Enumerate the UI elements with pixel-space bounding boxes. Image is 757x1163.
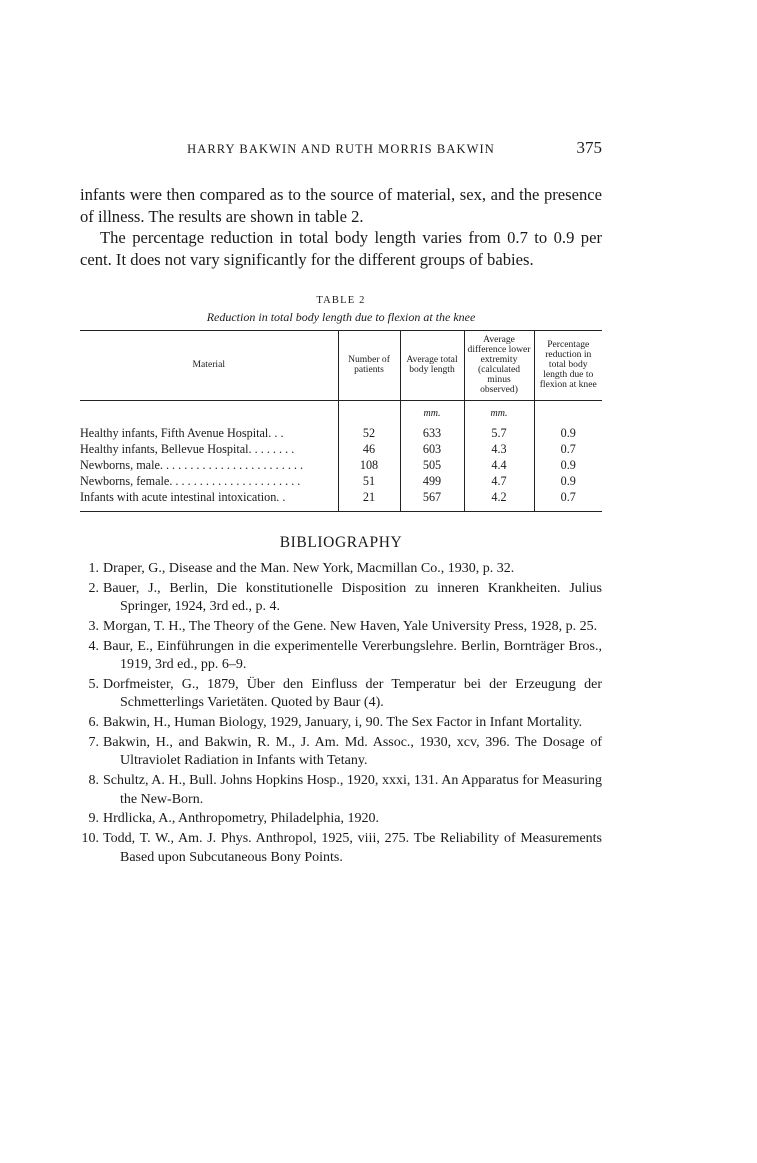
header-number-of-patients: Number of patients <box>338 331 400 401</box>
cell-difference: 4.4 <box>464 457 534 473</box>
entry-number: 9. <box>88 811 99 827</box>
running-head <box>80 138 602 160</box>
entry-number: 2. <box>88 580 99 596</box>
cell-material: Newborns, female. . . . . . . . . . . . . . . . . . . . . . <box>80 474 301 488</box>
unit-cell: mm. <box>464 401 534 426</box>
cell-length: 603 <box>400 441 464 457</box>
cell-material: Healthy infants, Bellevue Hospital. . . . . . . . <box>80 442 295 456</box>
header-average-difference: Average difference lower extremity (calculated minus observed) <box>464 331 534 401</box>
table-header-row <box>80 331 602 401</box>
bibliography-entry <box>80 714 602 732</box>
entry-text: Schultz, A. H., Bull. Johns Hopkins Hosp., 1920, xxxi, 131. An Apparatus for Measuring the New-Born. <box>103 773 602 807</box>
cell-difference: 4.2 <box>464 489 534 512</box>
bibliography-entry <box>80 830 602 867</box>
entry-number: 1. <box>88 561 99 576</box>
cell-reduction: 0.7 <box>534 489 602 512</box>
table-row <box>80 425 602 441</box>
table-row <box>80 457 602 473</box>
entry-number: 4. <box>88 638 99 654</box>
header-average-total-body-length: Average total body length <box>400 331 464 401</box>
table-label: TABLE 2 <box>316 295 366 306</box>
table-units-row <box>80 401 602 426</box>
page <box>80 138 602 868</box>
entry-number: 3. <box>88 619 99 634</box>
cell-length: 505 <box>400 457 464 473</box>
entry-text: Bauer, J., Berlin, Die konstitutionelle Disposition zu inneren Krankheiten. Julius Springer, 1924, 3rd ed., p. 4. <box>103 580 602 615</box>
cell-patients: 108 <box>338 457 400 473</box>
cell-patients: 46 <box>338 441 400 457</box>
entry-number: 6. <box>88 715 99 731</box>
entry-text: Hrdlicka, A., Anthropometry, Philadelphia, 1920. <box>103 811 379 827</box>
cell-length: 567 <box>400 489 464 512</box>
bibliography-entry <box>80 810 602 828</box>
cell-length: 633 <box>400 425 464 441</box>
cell-material: Infants with acute intestinal intoxication. . <box>80 489 338 512</box>
entry-text: Dorfmeister, G., 1879, Über den Einfluss der Temperatur bei der Erzeugung der Schmetterlings Varietäten. Quoted by Baur (4). <box>103 677 602 711</box>
entry-text: Draper, G., Disease and the Man. New York, Macmillan Co., 1930, p. 32. <box>103 561 515 576</box>
reduction-table <box>80 330 602 512</box>
unit-cell <box>80 401 338 426</box>
cell-reduction: 0.9 <box>534 473 602 489</box>
bibliography-entry <box>80 772 602 809</box>
cell-patients: 51 <box>338 473 400 489</box>
entry-text: Bakwin, H., Human Biology, 1929, January, i, 90. The Sex Factor in Infant Mortality. <box>103 715 583 731</box>
cell-length: 499 <box>400 473 464 489</box>
bibliography-entry <box>80 734 602 771</box>
table-row <box>80 473 602 489</box>
entry-number: 7. <box>88 735 99 750</box>
paragraph-percentage-reduction: The percentage reduction in total body length varies from 0.7 to 0.9 per cent. It does not vary significantly for the different groups of babies. <box>80 228 602 269</box>
bibliography-entry <box>80 676 602 713</box>
bibliography-list <box>80 560 602 867</box>
entry-number: 8. <box>88 773 99 789</box>
entry-text: Morgan, T. H., The Theory of the Gene. New Haven, Yale University Press, 1928, p. 25. <box>103 619 598 634</box>
bibliography-entry <box>80 580 602 617</box>
unit-cell <box>338 401 400 426</box>
cell-material: Newborns, male. . . . . . . . . . . . . . . . . . . . . . . . <box>80 458 304 472</box>
unit-cell: mm. <box>400 401 464 426</box>
cell-difference: 5.7 <box>464 425 534 441</box>
cell-reduction: 0.7 <box>534 441 602 457</box>
cell-reduction: 0.9 <box>534 457 602 473</box>
header-percentage-reduction: Percentage reduction in total body length due to flexion at knee <box>534 331 602 401</box>
table-row <box>80 489 602 512</box>
cell-reduction: 0.9 <box>534 425 602 441</box>
cell-patients: 21 <box>338 489 400 512</box>
entry-text: Todd, T. W., Am. J. Phys. Anthropol, 1925, viii, 275. Tbe Reliability of Measurements Based upon Subcutaneous Bony Points. <box>103 831 602 865</box>
bibliography-entry <box>80 560 602 578</box>
header-material: Material <box>80 331 338 401</box>
cell-patients: 52 <box>338 425 400 441</box>
entry-number: 10. <box>81 831 99 847</box>
entry-number: 5. <box>88 677 99 692</box>
body-text <box>80 184 602 270</box>
unit-cell <box>534 401 602 426</box>
page-number: 375 <box>576 138 602 157</box>
running-title: HARRY BAKWIN AND RUTH MORRIS BAKWIN <box>187 142 495 156</box>
bibliography-entry <box>80 618 602 636</box>
cell-difference: 4.7 <box>464 473 534 489</box>
paragraph-continuation: infants were then compared as to the source of material, sex, and the presence of illness. The results are shown in table 2. <box>80 185 602 226</box>
bibliography-entry <box>80 638 602 675</box>
entry-text: Baur, E., Einführungen in die experimentelle Vererbungslehre. Berlin, Bornträger Bros., 1919, 3rd ed., pp. 6–9. <box>103 638 602 673</box>
table-caption: Reduction in total body length due to flexion at the knee <box>206 310 476 324</box>
cell-material: Healthy infants, Fifth Avenue Hospital. . . <box>80 426 284 440</box>
table-row <box>80 441 602 457</box>
entry-text: Bakwin, H., and Bakwin, R. M., J. Am. Md. Assoc., 1930, xcv, 396. The Dosage of Ultraviolet Radiation in Infants with Tetany. <box>103 735 602 769</box>
bibliography-heading: BIBLIOGRAPHY <box>279 534 403 551</box>
cell-difference: 4.3 <box>464 441 534 457</box>
